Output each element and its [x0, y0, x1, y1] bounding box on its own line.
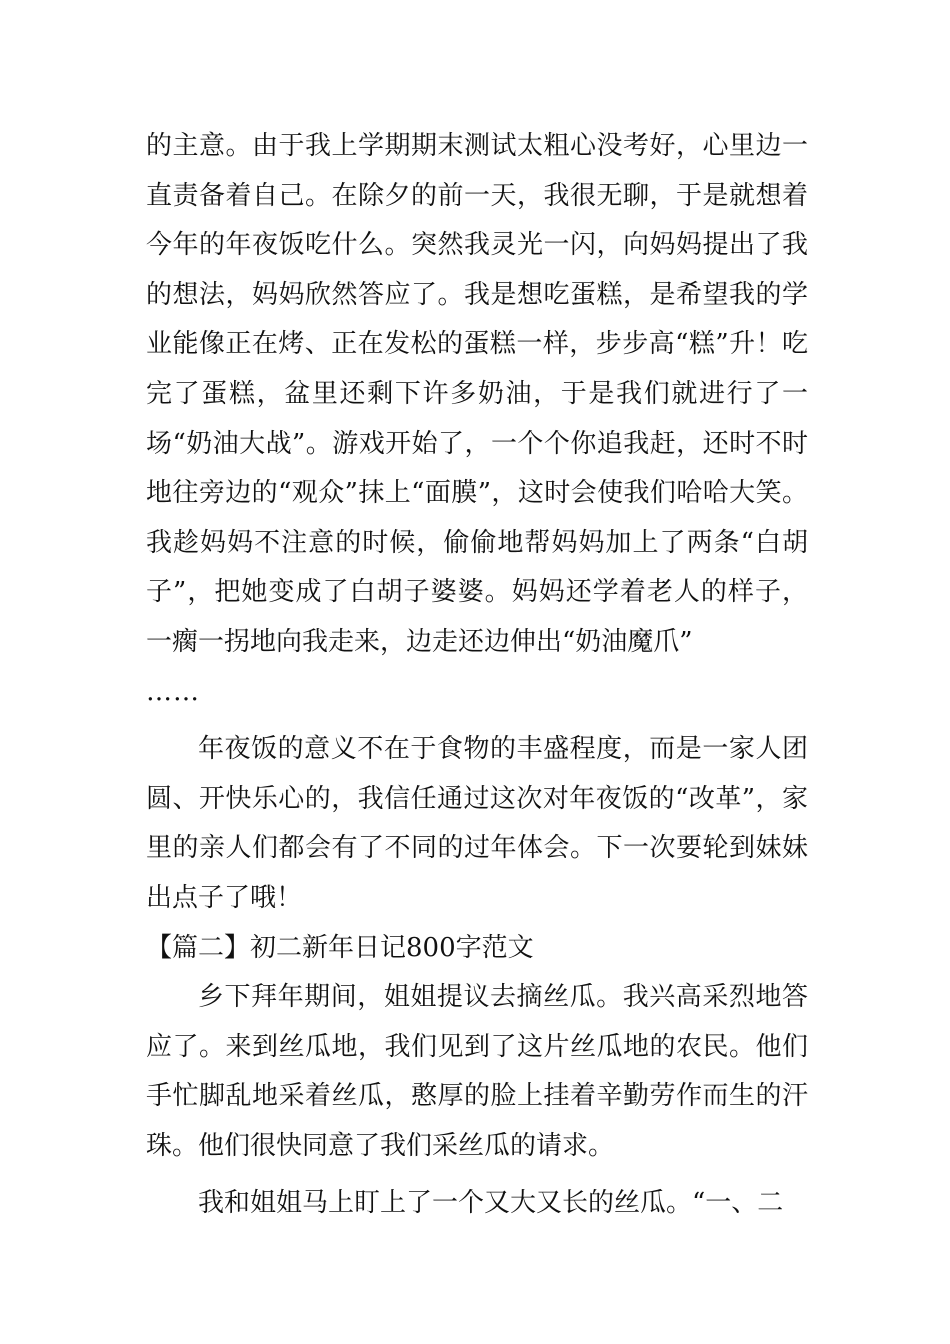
paragraph-continued: 的主意。由于我上学期期末测试太粗心没考好，心里边一直责备着自己。在除夕的前一天，我很无聊，于是就想着今年的年夜饭吃什么。突然我灵光一闪，向妈妈提出了我的想法，妈妈欣然答应了。我是想吃蛋糕，是希望我的学业能像正在烤、正在发松的蛋糕一样，步步高“糕”升！吃完了蛋糕，盆里还剩下许多奶油，于是我们就进行了一场“奶油大战”。游戏开始了，一个个你追我赶，还时不时地往旁边的“观众”抹上“面膜”，这时会使我们哈哈大笑。我趁妈妈不注意的时候，偷偷地帮妈妈加上了两条“白胡子”，把她变成了白胡子婆婆。妈妈还学着老人的样子，一瘸一拐地向我走来，边走还边伸出“奶油魔爪”: [146, 131, 808, 657]
section-heading: 【篇二】初二新年日记800字范文: [146, 932, 534, 963]
paragraph-luffa-picking: 乡下拜年期间，姐姐提议去摘丝瓜。我兴高采烈地答应了。来到丝瓜地，我们见到了这片丝瓜地的农民。他们手忙脚乱地采着丝瓜，憨厚的脸上挂着辛勤劳作而生的汗珠。他们很快同意了我们采丝瓜的请求。: [146, 982, 808, 1161]
paragraph-new-year-dinner-meaning: 年夜饭的意义不在于食物的丰盛程度，而是一家人团圆、开快乐心的，我信任通过这次对年夜饭的“改革”，家里的亲人们都会有了不同的过年体会。下一次要轮到妹妹出点子了哦！: [146, 734, 808, 913]
paragraph-sister-luffa: 我和姐姐马上盯上了一个又大又长的丝瓜。“一、二: [198, 1188, 784, 1219]
paragraph-spacer: [146, 1171, 808, 1179]
document-body: [146, 122, 808, 1229]
ellipsis-line: ……: [146, 676, 200, 707]
paragraph-spacer: [146, 717, 808, 725]
